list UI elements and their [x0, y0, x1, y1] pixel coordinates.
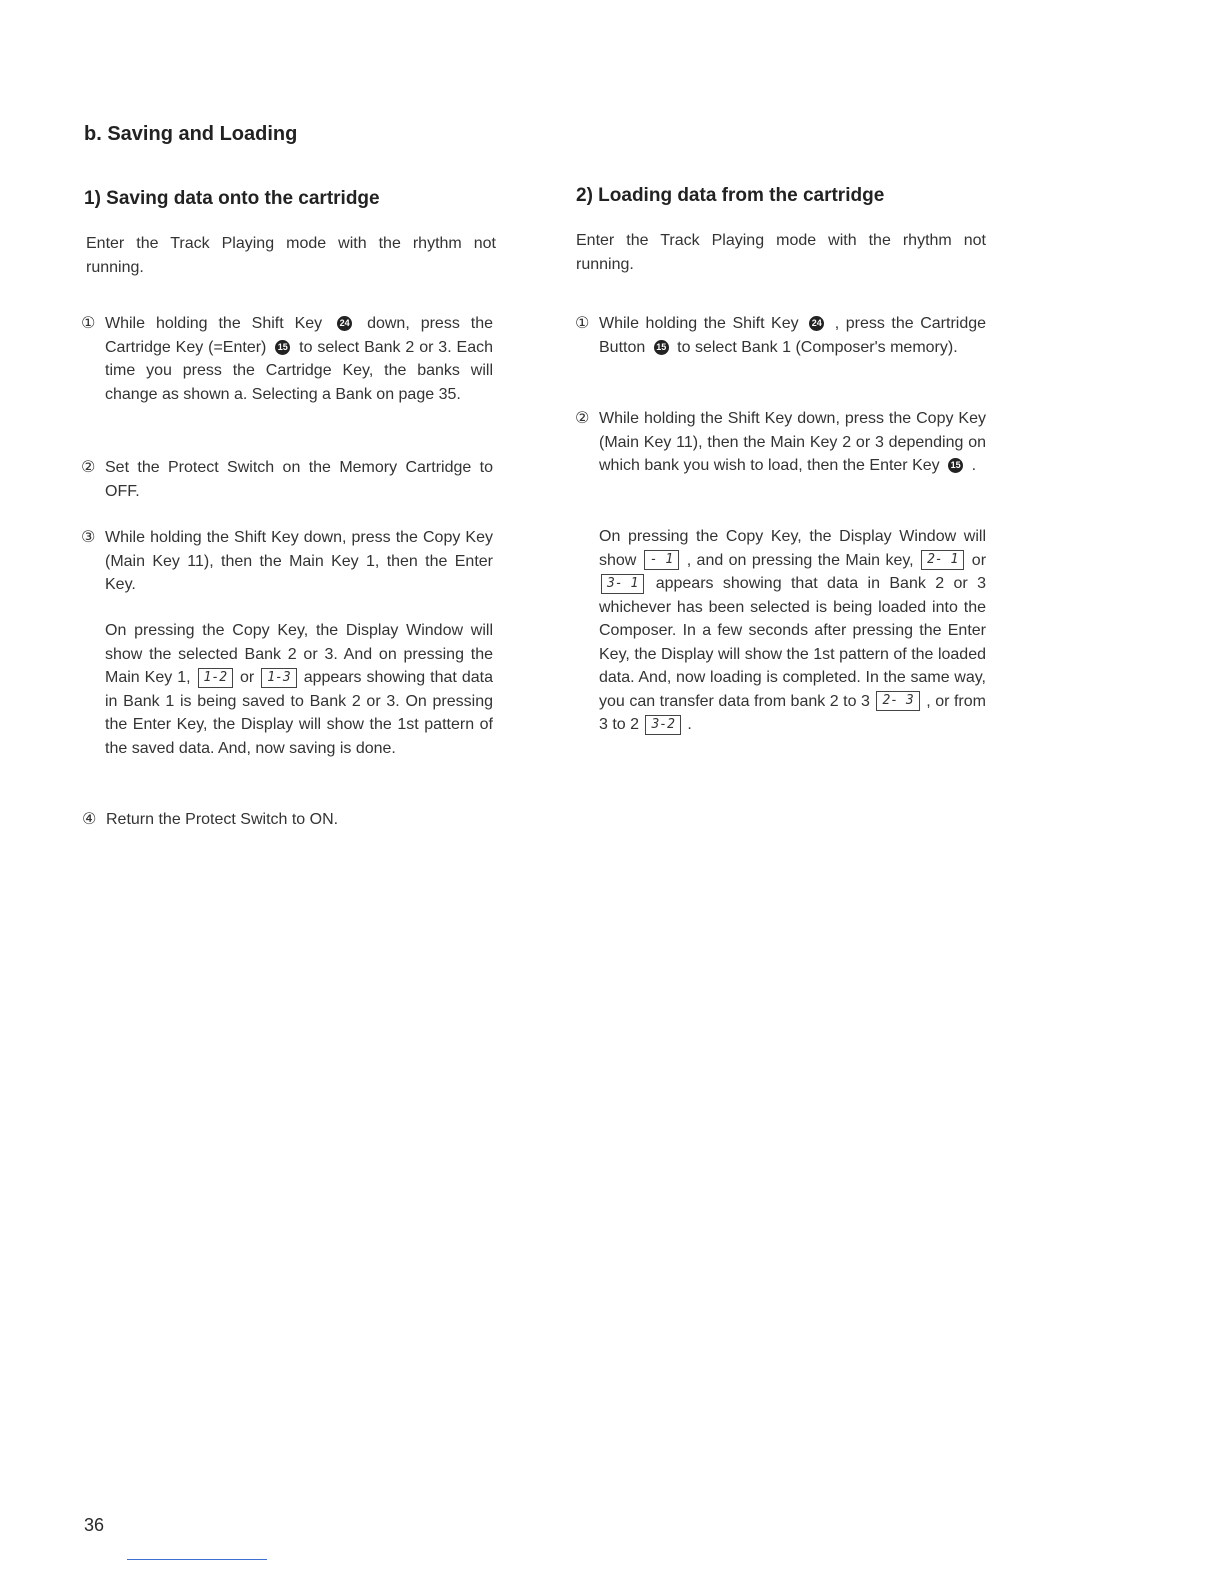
page-number: 36 — [84, 1515, 105, 1535]
para-text: , and on pressing the Main key, — [686, 551, 914, 569]
step-text: While holding the Shift Key — [105, 315, 323, 332]
step-number: ② — [575, 410, 590, 427]
para-text: On pressing the Copy Key, the Display Window will show — [599, 528, 986, 569]
step-text: Return the Protect Switch to ON. — [106, 811, 339, 828]
left-step-3 — [81, 526, 493, 597]
right-intro: Enter the Track Playing mode with the rhythm not running. — [576, 232, 986, 273]
step-text: While holding the Shift Key — [599, 315, 799, 332]
step-number: ① — [81, 315, 96, 332]
para-text: . — [687, 716, 692, 733]
step-number: ① — [575, 315, 590, 332]
step-text: , press the Cartridge Button — [599, 315, 987, 356]
lcd-display-icon: 2- 3 — [876, 691, 919, 711]
step-text: Set the Protect Switch on the Memory Cartridge to OFF. — [105, 459, 493, 500]
left-step-4 — [82, 808, 494, 832]
step-text: . — [971, 457, 977, 474]
step-text: While holding the Shift Key down, press the Copy Key (Main Key 11), then the Main Key 2 or 3 depending on which bank you wish to load, then the Enter Key — [599, 410, 986, 474]
step-number: ③ — [81, 529, 96, 546]
step-text: down, press the Cartridge Key (=Enter) — [105, 315, 493, 356]
right-step-1 — [575, 312, 987, 359]
key-badge-icon: 24 — [337, 316, 352, 331]
lcd-display-icon: 1-3 — [261, 668, 296, 688]
key-badge-icon: 15 — [948, 458, 963, 473]
footer-divider — [127, 1559, 267, 1560]
left-paragraph — [105, 619, 493, 760]
lcd-display-icon: 3-2 — [645, 715, 680, 735]
lcd-display-icon: 1-2 — [198, 668, 233, 688]
right-paragraph — [599, 525, 986, 737]
step-text: While holding the Shift Key down, press the Copy Key (Main Key 11), then the Main Key 1, then the Enter Key. — [105, 529, 493, 593]
para-text: appears showing that data in Bank 1 is being saved to Bank 2 or 3. On pressing the Enter Key, the Display will show the 1st pattern of the saved data. And, now saving is done. — [105, 669, 493, 757]
lcd-display-icon: 2- 1 — [921, 550, 964, 570]
step-text: to select Bank 1 (Composer's memory). — [677, 338, 958, 356]
step-number: ② — [81, 459, 96, 476]
key-badge-icon: 24 — [809, 316, 824, 331]
left-step-1 — [81, 312, 494, 406]
para-text: , or from 3 to 2 — [599, 692, 986, 733]
para-text: or — [971, 551, 987, 569]
left-step-2 — [81, 456, 493, 503]
para-text: On pressing the Copy Key, the Display Window will show the selected Bank 2 or 3. And on pressing the Main Key 1, — [105, 622, 493, 686]
para-text: or — [240, 669, 255, 686]
section-title: b. Saving and Loading — [84, 123, 298, 145]
step-number: ④ — [82, 811, 97, 828]
lcd-display-icon: - 1 — [644, 550, 679, 570]
para-text: appears showing that data in Bank 2 or 3 whichever has been selected is being loaded into the Composer. In a few seconds after pressing the Enter Key, the Display will show the 1st pattern of the loaded data. And, now loading is completed. In the same way, you can transfer data from bank 2 to 3 — [599, 575, 987, 710]
key-badge-icon: 15 — [654, 340, 669, 355]
right-step-2 — [575, 407, 986, 478]
left-heading: 1) Saving data onto the cartridge — [84, 188, 380, 209]
key-badge-icon: 15 — [275, 340, 290, 355]
step-text: to select Bank 2 or 3. Each time you press the Cartridge Key, the banks will change as shown a. Selecting a Bank on page 35. — [105, 338, 494, 403]
left-intro: Enter the Track Playing mode with the rhythm not running. — [86, 235, 496, 276]
lcd-display-icon: 3- 1 — [601, 574, 644, 594]
right-heading: 2) Loading data from the cartridge — [576, 185, 885, 206]
